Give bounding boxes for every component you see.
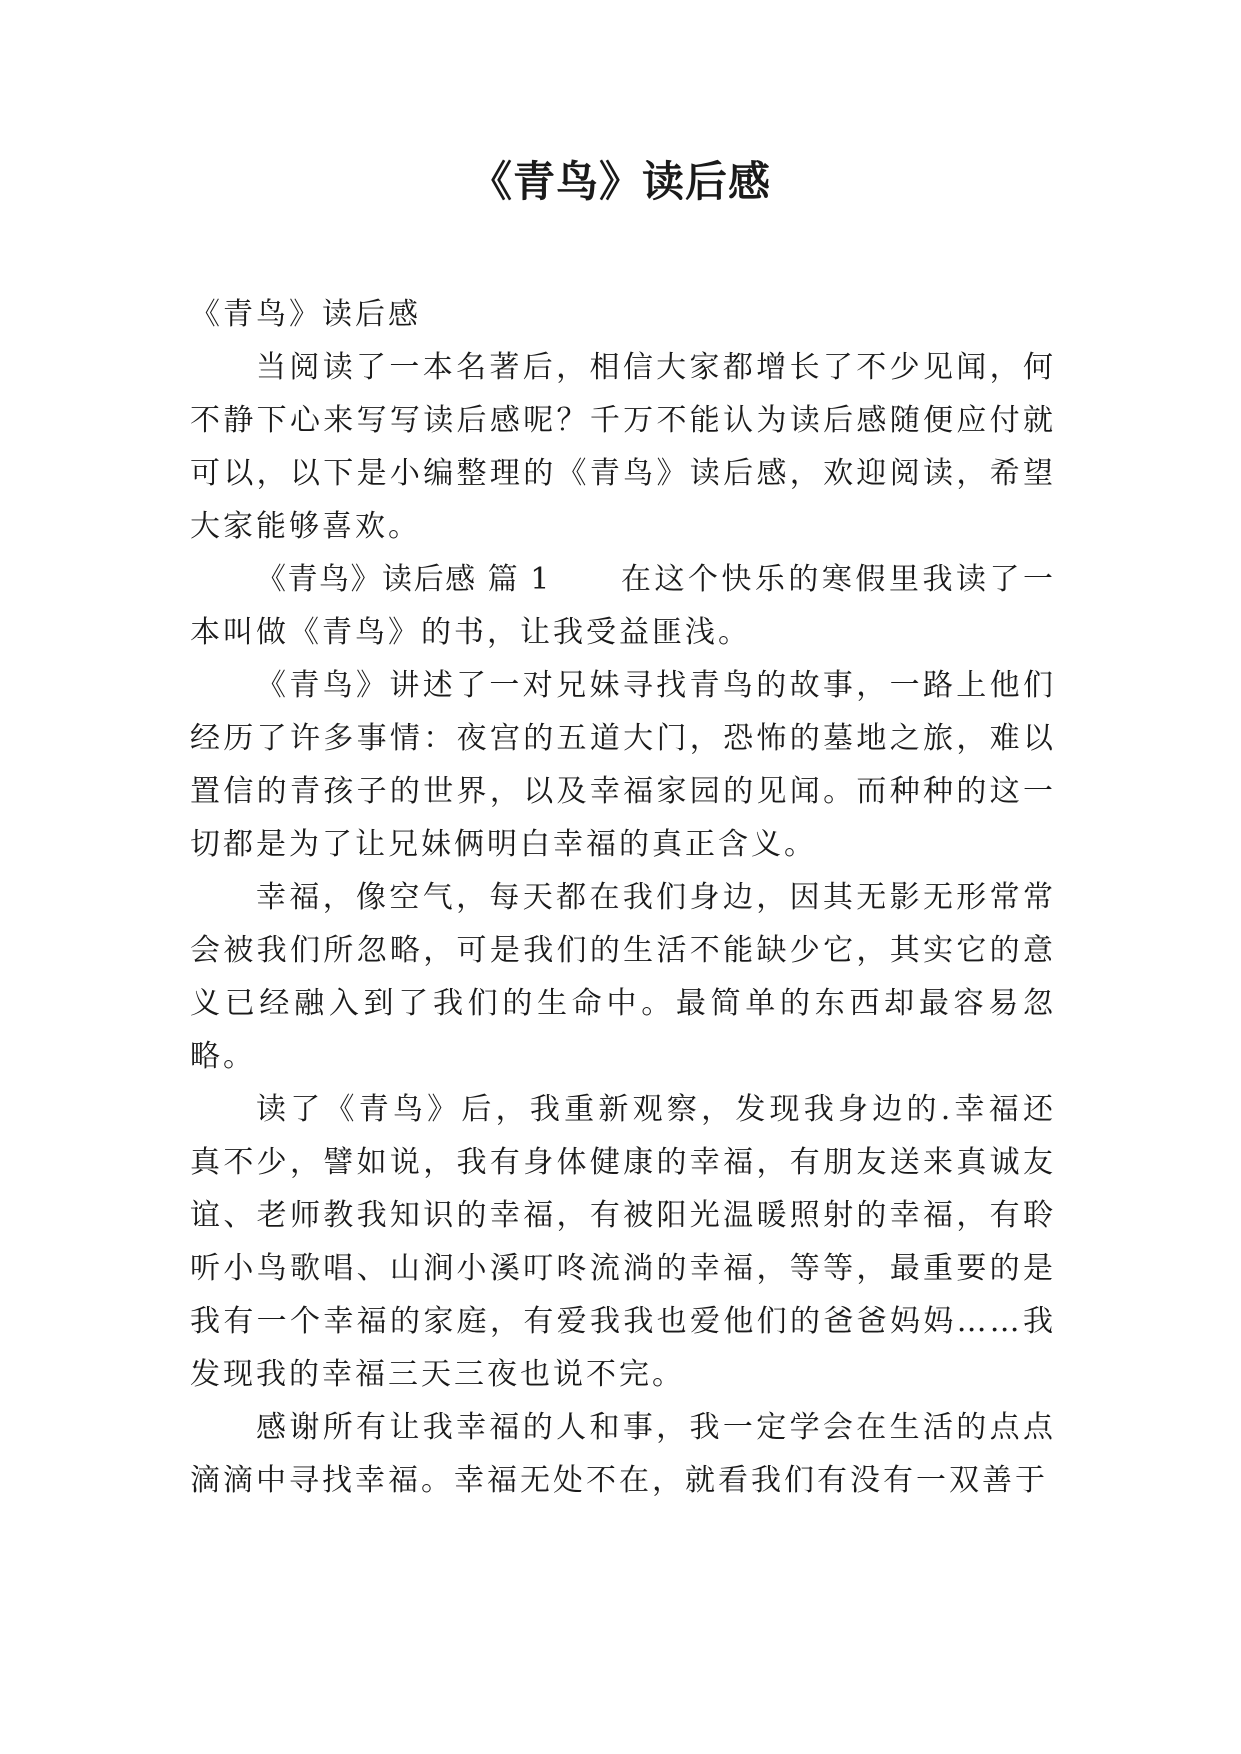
- document-body: [190, 288, 1056, 1507]
- document-subtitle: 《青鸟》读后感: [190, 297, 421, 332]
- intro-paragraph: 当阅读了一本名著后，相信大家都增长了不少见闻，何不静下心来写写读后感呢？千万不能认为读后感随便应付就可以，以下是小编整理的《青鸟》读后感，欢迎阅读，希望大家能够喜欢。: [190, 350, 1056, 544]
- section-paragraph: [190, 553, 1056, 659]
- document-title: 《青鸟》读后感: [469, 157, 771, 206]
- section-label: 《青鸟》读后感 篇 1: [256, 562, 551, 597]
- body-paragraph: 幸福，像空气，每天都在我们身边，因其无影无形常常会被我们所忽略，可是我们的生活不能缺少它，其实它的意义已经融入到了我们的生命中。最简单的东西却最容易忽略。: [190, 880, 1056, 1074]
- body-paragraph: 感谢所有让我幸福的人和事，我一定学会在生活的点点滴滴中寻找幸福。幸福无处不在，就看我们有没有一双善于: [190, 1410, 1056, 1498]
- body-paragraph: 读了《青鸟》后，我重新观察，发现我身边的.幸福还真不少，譬如说，我有身体健康的幸福，有朋友送来真诚友谊、老师教我知识的幸福，有被阳光温暖照射的幸福，有聆听小鸟歌唱、山涧小溪叮咚流淌的幸福，等等，最重要的是我有一个幸福的家庭，有爱我我也爱他们的爸爸妈妈……我发现我的幸福三天三夜也说不完。: [190, 1092, 1056, 1392]
- body-paragraph: 《青鸟》讲述了一对兄妹寻找青鸟的故事，一路上他们经历了许多事情：夜宫的五道大门，恐怖的墓地之旅，难以置信的青孩子的世界，以及幸福家园的见闻。而种种的这一切都是为了让兄妹俩明白幸福的真正含义。: [190, 668, 1056, 862]
- section-first-sentence: 在这个快乐的寒假里我读了一本叫做《青鸟》的书，让我受益匪浅。: [190, 562, 1056, 650]
